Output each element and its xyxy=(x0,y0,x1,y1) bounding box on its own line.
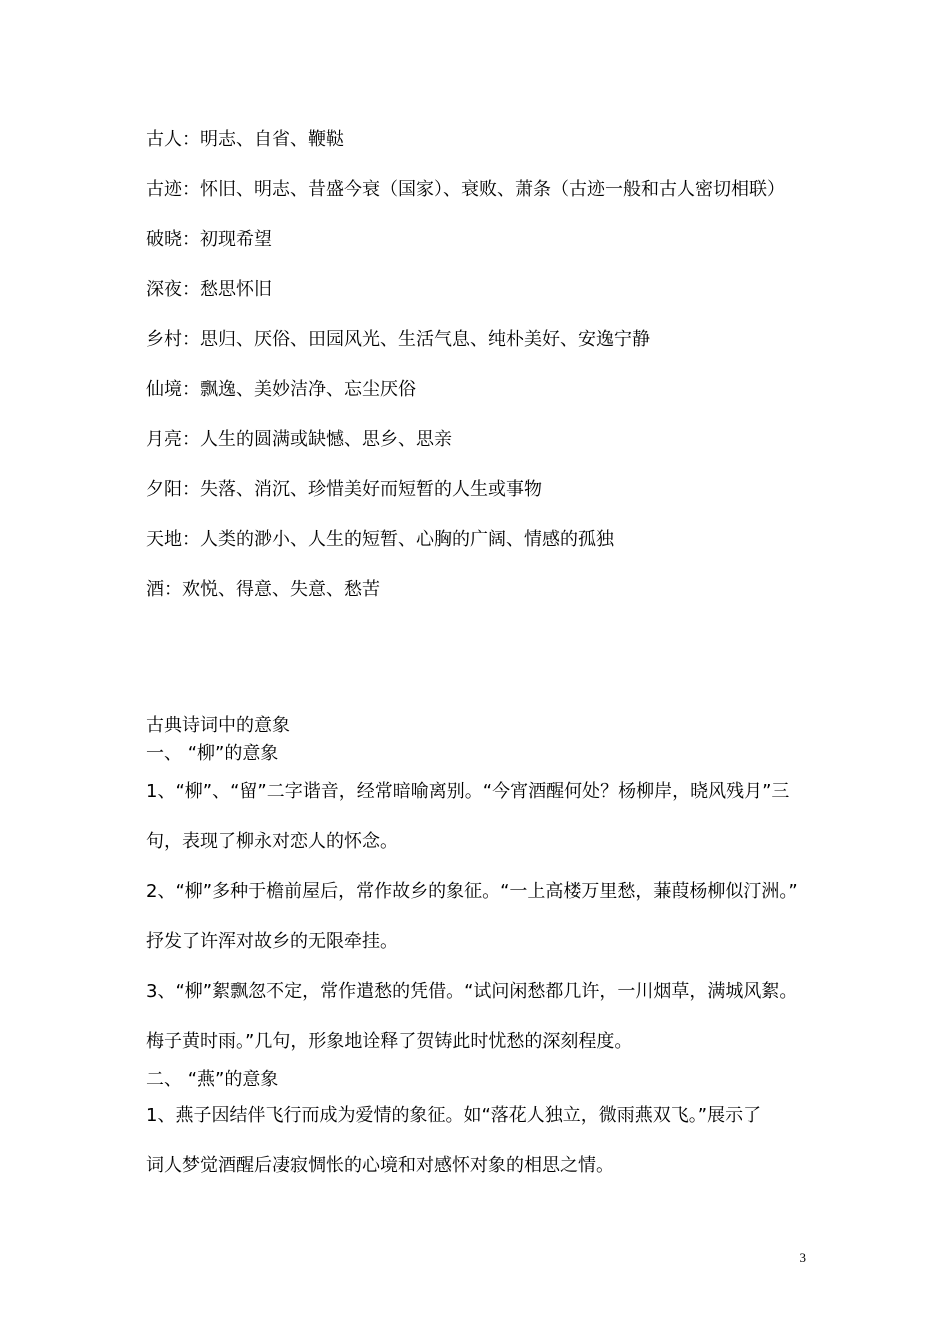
imagery-meaning: 初现希望 xyxy=(200,229,272,250)
imagery-meaning: 人生的圆满或缺憾、思乡、思亲 xyxy=(200,429,452,450)
imagery-term: 月亮 xyxy=(146,429,182,450)
imagery-term: 天地 xyxy=(146,529,182,550)
imagery-entry-jiu: 酒：欢悦、得意、失意、愁苦 xyxy=(146,579,380,600)
imagery-entry-shenye: 深夜：愁思怀旧 xyxy=(146,279,272,300)
page-number: 3 xyxy=(799,1250,806,1265)
imagery-entry-xiyang: 夕阳：失落、消沉、珍惜美好而短暂的人生或事物 xyxy=(146,479,542,500)
willow-paragraph-3-line-1: 3、“柳”絮飘忽不定，常作遣愁的凭借。“试问闲愁都几许，一川烟草，满城风絮。 xyxy=(146,981,798,1002)
willow-paragraph-1-line-1: 1、“柳”、“留”二字谐音，经常暗喻离别。“今宵酒醒何处？杨柳岸，晓风残月”三 xyxy=(146,781,790,802)
imagery-meaning: 欢悦、得意、失意、愁苦 xyxy=(182,579,380,600)
swallow-paragraph-1-line-1: 1、燕子因结伴飞行而成为爱情的象征。如“落花人独立，微雨燕双飞。”展示了 xyxy=(146,1105,762,1126)
imagery-meaning: 思归、厌俗、田园风光、生活气息、纯朴美好、安逸宁静 xyxy=(200,329,650,350)
imagery-entry-xianjing: 仙境：飘逸、美妙洁净、忘尘厌俗 xyxy=(146,379,416,400)
section-title: 古典诗词中的意象 xyxy=(146,715,290,736)
willow-heading: 一、 “柳”的意象 xyxy=(146,743,279,764)
imagery-term: 酒 xyxy=(146,579,164,600)
imagery-meaning: 明志、自省、鞭鞑 xyxy=(200,129,344,150)
swallow-paragraph-1-line-2: 词人梦觉酒醒后凄寂惆怅的心境和对感怀对象的相思之情。 xyxy=(146,1155,614,1176)
swallow-heading: 二、 “燕”的意象 xyxy=(146,1069,279,1090)
imagery-term: 古人 xyxy=(146,129,182,150)
imagery-meaning: 人类的渺小、人生的短暂、心胸的广阔、情感的孤独 xyxy=(200,529,614,550)
imagery-term: 夕阳 xyxy=(146,479,182,500)
imagery-meaning: 怀旧、明志、昔盛今衰（国家）、衰败、萧条（古迹一般和古人密切相联） xyxy=(200,179,785,200)
imagery-entry-poxiao: 破晓：初现希望 xyxy=(146,229,272,250)
imagery-term: 深夜 xyxy=(146,279,182,300)
imagery-meaning: 失落、消沉、珍惜美好而短暂的人生或事物 xyxy=(200,479,542,500)
imagery-entry-guji: 古迹：怀旧、明志、昔盛今衰（国家）、衰败、萧条（古迹一般和古人密切相联） xyxy=(146,179,785,200)
imagery-entry-yueliang: 月亮：人生的圆满或缺憾、思乡、思亲 xyxy=(146,429,452,450)
imagery-meaning: 飘逸、美妙洁净、忘尘厌俗 xyxy=(200,379,416,400)
imagery-term: 古迹 xyxy=(146,179,182,200)
imagery-entry-tiandi: 天地：人类的渺小、人生的短暂、心胸的广阔、情感的孤独 xyxy=(146,529,614,550)
willow-paragraph-3-line-2: 梅子黄时雨。”几句，形象地诠释了贺铸此时忧愁的深刻程度。 xyxy=(146,1031,633,1052)
willow-paragraph-2-line-2: 抒发了许浑对故乡的无限牵挂。 xyxy=(146,931,398,952)
imagery-meaning: 愁思怀旧 xyxy=(200,279,272,300)
imagery-term: 破晓 xyxy=(146,229,182,250)
willow-paragraph-1-line-2: 句，表现了柳永对恋人的怀念。 xyxy=(146,831,398,852)
imagery-entry-guren: 古人：明志、自省、鞭鞑 xyxy=(146,129,344,150)
imagery-entry-xiangcun: 乡村：思归、厌俗、田园风光、生活气息、纯朴美好、安逸宁静 xyxy=(146,329,650,350)
imagery-term: 乡村 xyxy=(146,329,182,350)
imagery-term: 仙境 xyxy=(146,379,182,400)
willow-paragraph-2-line-1: 2、“柳”多种于檐前屋后，常作故乡的象征。“一上高楼万里愁，蒹葭杨柳似汀洲。” xyxy=(146,881,798,902)
